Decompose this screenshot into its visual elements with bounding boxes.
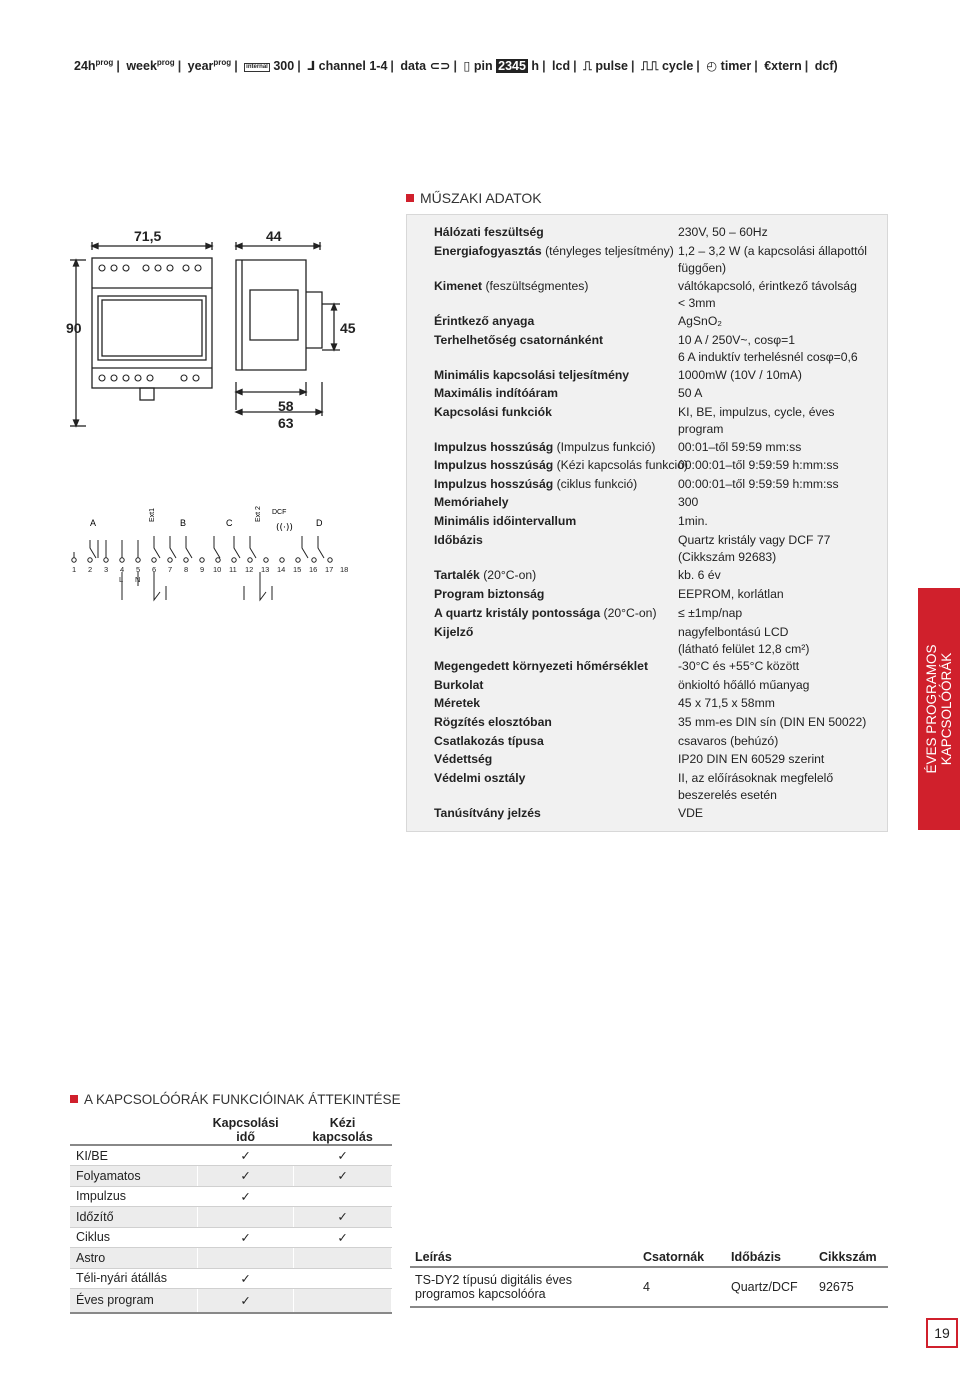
dim-45: 45 bbox=[340, 320, 356, 336]
page-number: 19 bbox=[926, 1318, 958, 1348]
cycle-icon: ⎍⎍ bbox=[640, 59, 659, 74]
feature-lcd: lcd bbox=[552, 59, 571, 74]
spec-value: váltókapcsoló, érintkező távolság < 3mm bbox=[678, 279, 857, 310]
sidetab-line1: ÉVES PROGRAMOS bbox=[924, 644, 939, 774]
timer-icon: ◴ bbox=[706, 59, 718, 74]
channel-c-label: C bbox=[226, 518, 233, 528]
svg-text:15: 15 bbox=[293, 565, 302, 574]
check-kezi-kapcsolas: ✓ bbox=[294, 1207, 392, 1228]
function-name: Folyamatos bbox=[70, 1166, 198, 1187]
feature-dcf: dcf) bbox=[814, 59, 838, 74]
check-kapcsolasi-ido bbox=[198, 1248, 294, 1269]
spec-key: Impulzus hosszúság (Kézi kapcsolás funkció) bbox=[434, 458, 688, 472]
svg-text:11: 11 bbox=[229, 565, 237, 574]
dim-71-5: 71,5 bbox=[134, 228, 162, 244]
spec-key: Memóriahely bbox=[434, 495, 509, 509]
check-kezi-kapcsolas bbox=[294, 1268, 392, 1289]
dim-58: 58 bbox=[278, 398, 294, 414]
feature-300: 300 bbox=[273, 59, 295, 74]
sidetab-line2: KAPCSOLÓÓRÁK bbox=[939, 652, 954, 766]
function-row bbox=[70, 1248, 392, 1269]
spec-value: 300 bbox=[678, 495, 699, 509]
col-kapcsolasi-ido: Kapcsolási idő bbox=[198, 1116, 294, 1145]
spec-value: 1000mW (10V / 10mA) bbox=[678, 368, 802, 382]
function-name: Éves program bbox=[70, 1289, 198, 1313]
spec-value: VDE bbox=[678, 806, 704, 820]
svg-text:3: 3 bbox=[104, 565, 109, 574]
col-kezi-kapcsolas: Kézi kapcsolás bbox=[294, 1116, 392, 1145]
spec-value: csavaros (behúzó) bbox=[678, 734, 779, 748]
check-kezi-kapcsolas: ✓ bbox=[294, 1166, 392, 1187]
check-kezi-kapcsolas bbox=[294, 1248, 392, 1269]
spec-key: Időbázis bbox=[434, 533, 483, 547]
function-row bbox=[70, 1268, 392, 1289]
spec-value: AgSnO₂ bbox=[678, 314, 723, 328]
spec-key: Kimenet (feszültségmentes) bbox=[434, 279, 589, 293]
spec-value: nagyfelbontású LCD (látható felület 12,8 cm²) bbox=[678, 625, 810, 656]
check-kezi-kapcsolas: ✓ bbox=[294, 1145, 392, 1166]
spec-value: ≤ ±1mp/nap bbox=[678, 606, 743, 620]
antenna-icon: ((·)) bbox=[276, 523, 293, 533]
svg-text:1: 1 bbox=[72, 565, 77, 574]
dim-90: 90 bbox=[66, 320, 82, 336]
feature-pulse: pulse bbox=[595, 59, 628, 74]
spec-value: 1,2 – 3,2 W (a kapcsolási állapottól függően) bbox=[678, 244, 868, 275]
side-view bbox=[236, 242, 340, 416]
check-kezi-kapcsolas bbox=[294, 1289, 392, 1313]
svg-text:18: 18 bbox=[340, 565, 349, 574]
svg-text:9: 9 bbox=[200, 565, 205, 574]
svg-text:7: 7 bbox=[168, 565, 173, 574]
dcf-label: DCF bbox=[272, 509, 287, 516]
function-name: Téli-nyári átállás bbox=[70, 1268, 198, 1289]
svg-text:10: 10 bbox=[213, 565, 222, 574]
order-desc: TS-DY2 típusú digitális éves programos kapcsolóóra bbox=[410, 1267, 638, 1307]
svg-text:14: 14 bbox=[277, 565, 286, 574]
spec-value: Quartz kristály vagy DCF 77 (Cikkszám 92683) bbox=[678, 533, 831, 564]
spec-value: 230V, 50 – 60Hz bbox=[678, 225, 768, 239]
dimension-drawing bbox=[60, 220, 380, 440]
spec-value: 50 A bbox=[678, 386, 703, 400]
functions-table bbox=[70, 1116, 392, 1314]
spec-value: -30°C és +55°C között bbox=[678, 659, 800, 673]
spec-key: Maximális indítóáram bbox=[434, 386, 558, 400]
order-col-leiras: Leírás bbox=[410, 1247, 638, 1267]
svg-text:12: 12 bbox=[245, 565, 254, 574]
spec-value: 45 x 71,5 x 58mm bbox=[678, 696, 775, 710]
function-row bbox=[70, 1227, 392, 1248]
function-row bbox=[70, 1145, 392, 1166]
wiring-diagram bbox=[64, 500, 349, 612]
spec-key: Kapcsolási funkciók bbox=[434, 405, 552, 419]
spec-key: A quartz kristály pontossága (20°C-on) bbox=[434, 606, 657, 620]
function-row bbox=[70, 1186, 392, 1207]
spec-value: IP20 DIN EN 60529 szerint bbox=[678, 752, 825, 766]
feature-channel: channel 1-4 bbox=[318, 59, 388, 74]
function-name: Időzítő bbox=[70, 1207, 198, 1228]
channel-icon: ⅃ bbox=[307, 59, 316, 74]
spec-key: Kijelző bbox=[434, 625, 474, 639]
category-side-tab bbox=[918, 588, 960, 830]
dim-63: 63 bbox=[278, 415, 294, 431]
front-view bbox=[70, 242, 212, 426]
spec-value: 35 mm-es DIN sín (DIN EN 50022) bbox=[678, 715, 867, 729]
function-name: KI/BE bbox=[70, 1145, 198, 1166]
svg-text:13: 13 bbox=[261, 565, 270, 574]
svg-text:N: N bbox=[135, 575, 141, 584]
svg-text:16: 16 bbox=[309, 565, 318, 574]
function-row bbox=[70, 1207, 392, 1228]
check-kezi-kapcsolas bbox=[294, 1186, 392, 1207]
feature-xtern: €xtern bbox=[764, 59, 802, 74]
pulse-icon: ⎍ bbox=[583, 59, 592, 74]
channel-b-label: B bbox=[180, 518, 187, 528]
feature-timer: timer bbox=[720, 59, 752, 74]
spec-value: 00:00:01–től 9:59:59 h:mm:ss bbox=[678, 477, 839, 491]
function-name: Astro bbox=[70, 1248, 198, 1269]
order-table bbox=[410, 1247, 888, 1308]
spec-value: önkioltó hőálló műanyag bbox=[678, 678, 810, 692]
feature-week: week$^{prog}$ bbox=[126, 58, 175, 74]
feature-h: h bbox=[531, 59, 540, 74]
ext1-label: Ext1 bbox=[149, 507, 156, 522]
terminal-numbers bbox=[72, 565, 348, 584]
svg-text:8: 8 bbox=[184, 565, 189, 574]
ext2-label: Ext 2 bbox=[255, 506, 262, 522]
spec-value: II, az előírásoknak megfelelő beszerelés esetén bbox=[678, 771, 834, 802]
feature-internal-icon: internal bbox=[246, 64, 268, 71]
feature-cycle: cycle bbox=[661, 59, 694, 74]
check-kapcsolasi-ido: ✓ bbox=[198, 1268, 294, 1289]
spec-key: Védelmi osztály bbox=[434, 771, 526, 785]
check-kapcsolasi-ido: ✓ bbox=[198, 1289, 294, 1313]
svg-text:4: 4 bbox=[120, 565, 125, 574]
spec-value: 00:00:01–től 9:59:59 h:mm:ss bbox=[678, 458, 839, 472]
spec-value: KI, BE, impulzus, cycle, éves program bbox=[678, 405, 835, 436]
function-name: Ciklus bbox=[70, 1227, 198, 1248]
spec-value: EEPROM, korlátlan bbox=[678, 587, 784, 601]
function-name: Impulzus bbox=[70, 1186, 198, 1207]
order-col-idobazis: Időbázis bbox=[726, 1247, 814, 1267]
check-kapcsolasi-ido: ✓ bbox=[198, 1166, 294, 1187]
spec-key: Burkolat bbox=[434, 678, 484, 692]
svg-text:5: 5 bbox=[136, 565, 141, 574]
order-timebase: Quartz/DCF bbox=[726, 1267, 814, 1307]
spec-value: 1min. bbox=[678, 514, 708, 528]
spec-key: Csatlakozás típusa bbox=[434, 734, 544, 748]
svg-text:2: 2 bbox=[88, 565, 93, 574]
check-kapcsolasi-ido bbox=[198, 1207, 294, 1228]
order-channels: 4 bbox=[638, 1267, 726, 1307]
order-code: 92675 bbox=[814, 1267, 888, 1307]
functions-title: A KAPCSOLÓÓRÁK FUNKCIÓINAK ÁTTEKINTÉSE bbox=[70, 1092, 401, 1107]
spec-key: Tanúsítvány jelzés bbox=[434, 806, 541, 820]
lock-icon: ▯ bbox=[463, 59, 471, 74]
channel-a-label: A bbox=[90, 518, 97, 528]
order-col-cikkszam: Cikkszám bbox=[814, 1247, 888, 1267]
channel-d-label: D bbox=[316, 518, 323, 528]
key-icon: ⊂⊃ bbox=[429, 59, 451, 74]
terminal-row bbox=[72, 558, 332, 562]
spec-key: Energiafogyasztás (tényleges teljesítmény) bbox=[434, 244, 674, 258]
spec-key: Minimális kapcsolási teljesítmény bbox=[434, 368, 630, 382]
spec-value: 10 A / 250V~, cosφ=1 6 A induktív terhelésnél cosφ=0,6 bbox=[678, 333, 858, 364]
check-kapcsolasi-ido: ✓ bbox=[198, 1186, 294, 1207]
spec-key: Terhelhetőség csatornánként bbox=[434, 333, 604, 347]
front-terminals-top bbox=[99, 265, 201, 381]
function-row bbox=[70, 1289, 392, 1313]
svg-text:17: 17 bbox=[325, 565, 334, 574]
specs-title: MŰSZAKI ADATOK bbox=[406, 190, 542, 206]
spec-key: Védettség bbox=[434, 752, 493, 766]
spec-key: Impulzus hosszúság (ciklus funkció) bbox=[434, 477, 638, 491]
spec-key: Méretek bbox=[434, 696, 481, 710]
spec-key: Megengedett környezeti hőmérséklet bbox=[434, 659, 649, 673]
check-kezi-kapcsolas: ✓ bbox=[294, 1227, 392, 1248]
feature-pin: pin bbox=[473, 59, 493, 74]
spec-value: kb. 6 év bbox=[678, 568, 721, 582]
feature-data: data bbox=[400, 59, 427, 74]
order-col-csatornak: Csatornák bbox=[638, 1247, 726, 1267]
order-row bbox=[410, 1267, 888, 1307]
check-kapcsolasi-ido: ✓ bbox=[198, 1227, 294, 1248]
svg-text:6: 6 bbox=[152, 565, 157, 574]
feature-year: year$^{prog}$ bbox=[187, 58, 232, 74]
svg-text:L: L bbox=[119, 575, 124, 584]
spec-key: Hálózati feszültség bbox=[434, 225, 544, 239]
spec-value: 00:01–től 59:59 mm:ss bbox=[678, 440, 802, 454]
check-kapcsolasi-ido: ✓ bbox=[198, 1145, 294, 1166]
spec-key: Minimális időintervallum bbox=[434, 514, 577, 528]
dim-44: 44 bbox=[266, 228, 282, 244]
spec-key: Rögzítés elosztóban bbox=[434, 715, 552, 729]
feature-icon-bar: $24h^{prog}$ | week$^{prog}$ | year$^{prog}$ | internal 300 | ⅃ channel 1-4 | data ⊂⊃ | ▯ pin 2345 h | lcd | ⎍ pulse | ⎍⎍ cycle | ◴ timer | €xtern | dcf) bbox=[74, 58, 838, 74]
spec-key: Program biztonság bbox=[434, 587, 545, 601]
feature-24h: $24h^{prog}$ bbox=[74, 58, 114, 74]
spec-key: Érintkező anyaga bbox=[434, 314, 535, 328]
function-row bbox=[70, 1166, 392, 1187]
spec-key: Impulzus hosszúság (Impulzus funkció) bbox=[434, 440, 656, 454]
spec-key: Tartalék (20°C-on) bbox=[434, 568, 537, 582]
feature-digits-icon: 2345 bbox=[498, 59, 526, 74]
